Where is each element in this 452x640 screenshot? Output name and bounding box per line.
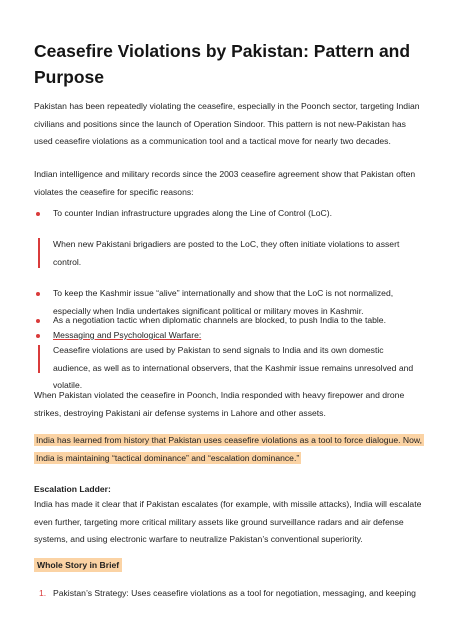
- blockquote: When new Pakistani brigadiers are posted to the LoC, they often initiate violations to assert control.: [53, 239, 400, 267]
- bullet-text: As a negotiation tactic when diplomatic channels are blocked, to push India to the table.: [53, 315, 386, 325]
- page-title: Ceasefire Violations by Pakistan: Pattern and Purpose: [34, 41, 411, 87]
- bullet-icon: [36, 334, 40, 338]
- highlighted-text: India has learned from history that Pakistan uses ceasefire violations as a tool to force dialogue. Now, India is maintaining “tactical dominance” and “escalation dominance.”: [36, 435, 422, 463]
- bullet-text: To keep the Kashmir issue “alive” internationally and show that the LoC is not normalized, especially when India undertakes significant political or military moves in Kashmir.: [53, 288, 394, 316]
- highlight-paragraph: [34, 432, 422, 467]
- intro-paragraph: Pakistan has been repeatedly violating the ceasefire, especially in the Poonch sector, targeting Indian civilians and positions since the launch of Operation Sindoor. This pattern is not new-Pakistan has used ceasefire violations as a communication tool and a tactical move for nearly two decades.: [34, 101, 420, 146]
- quote-bar: [38, 238, 40, 268]
- bullet-icon: [36, 292, 40, 296]
- whole-story-heading: Whole Story in Brief: [34, 558, 122, 572]
- escalation-paragraph: India has made it clear that if Pakistan escalates (for example, with missile attacks), India will escalate even further, targeting more critical military assets like ground surveillance radars and air defense systems, and using electronic warfare to neutralize Pakistan’s conventional superiority.: [34, 499, 422, 544]
- poonch-paragraph: When Pakistan violated the ceasefire in Poonch, India responded with heavy firepower and drone strikes, destroying Pakistani air defense systems in Lahore and other assets.: [34, 390, 405, 418]
- list-item-text: Pakistan’s Strategy: Uses ceasefire violations as a tool for negotiation, messaging, and keeping: [53, 588, 416, 598]
- bullet-text: To counter Indian infrastructure upgrades along the Line of Control (LoC).: [53, 208, 332, 218]
- quote-bar: [38, 345, 40, 373]
- escalation-heading: Escalation Ladder:: [34, 484, 111, 494]
- list-number: 1.: [39, 588, 47, 598]
- blockquote: Ceasefire violations are used by Pakistan to send signals to India and its own domestic audience, as well as to international observers, that the Kashmir issue remains unresolved and volatile.: [53, 345, 414, 390]
- bullet-icon: [36, 212, 40, 216]
- bullet-icon: [36, 319, 40, 323]
- records-paragraph: Indian intelligence and military records since the 2003 ceasefire agreement show that Pakistan often violates the ceasefire for specific reasons:: [34, 169, 416, 197]
- bullet-text: Messaging and Psychological Warfare:: [53, 330, 202, 340]
